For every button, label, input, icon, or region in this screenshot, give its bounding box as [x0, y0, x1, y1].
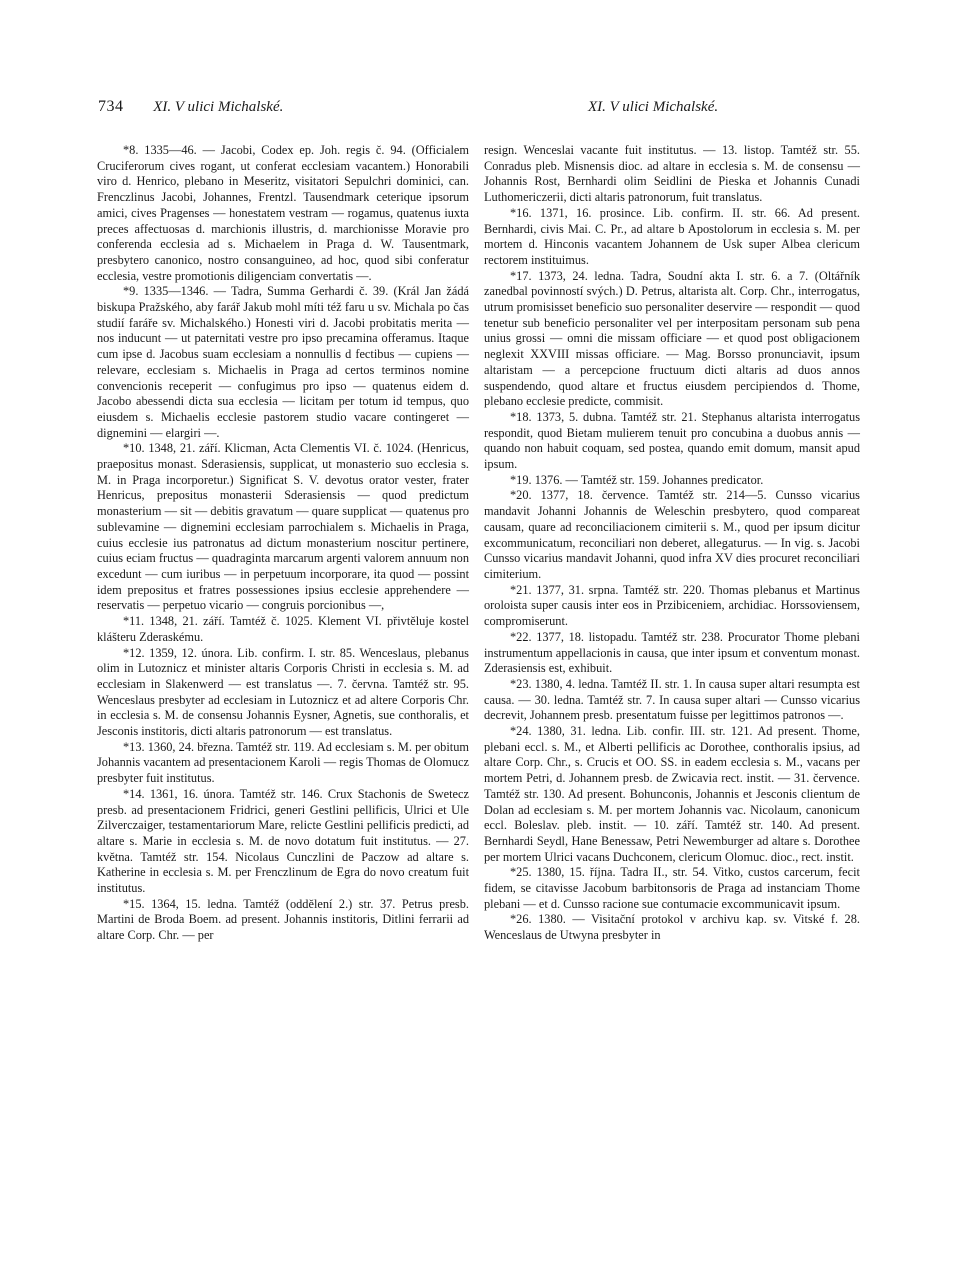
entry-19: *19. 1376. — Tamtéž str. 159. Johannes predicator. [510, 472, 764, 487]
running-title-right: XI. V ulici Michalské. [588, 99, 719, 115]
entry-15: *15. 1364, 15. ledna. Tamtéž (oddělení 2.) str. 37. Petrus presb. Martini de Broda Boem. ad present. Johannis institoris, Ditlini ferrarii ad altare Corp. Chr. — per [97, 896, 469, 943]
entry-12: *12. 1359, 12. února. Lib. confirm. I. str. 85. Wenceslaus, plebanus olim in Lutoznicz et minister altaris Corporis Christi in ecclesia s. M. ad ecclesiam in Slakenwerd — est translatus —. 7. června. Tamtéž str. 95. Wenceslaus presbyter ad ecclesiam in Lutoznicz et ad altere Corporis Chr. in ecclesia s. M. de consensu Johannis Eysner, Agnetis, sue conthoralis, et Jesconis institoris, dicti altaris patronorum — est translatus. [97, 645, 469, 739]
entry-22: *22. 1377, 18. listopadu. Tamtéž str. 238. Procurator Thome plebani instrumentum appellacionis in causa, que inter ipsum et conventum monast. Zderasiensis est, exhibuit. [484, 629, 860, 676]
page-header-right [588, 95, 888, 119]
entry-25: *25. 1380, 15. října. Tadra II., str. 54. Vitko, custos carcerum, fecit fidem, se citavisse Jacobum barbitonsoris de Praga ad instanciam Thome plebani — et d. Cunsso racione sue contumacie excommunicavit ipsum. [484, 865, 860, 911]
entry-15-continued: resign. Wenceslai vacante fuit institutus. — 13. listop. Tamtéž str. 55. Conradus pleb. Misnensis dioc. ad altare in ecclesia s. M. de consensu — Johannis Rost, Bernhardi olim Seidlini de Pieska et Johannis Cunadi Luthomericzerii, dicti altaris patronorum, fuit translatus. [484, 143, 860, 205]
running-title-left: XI. V ulici Michalské. [153, 99, 284, 115]
entry-11: *11. 1348, 21. září. Tamtéž č. 1025. Klement VI. přivtěluje kostel klášteru Zderaskému. [97, 614, 469, 644]
left-text-column [97, 143, 469, 944]
entry-21: *21. 1377, 31. srpna. Tamtéž str. 220. Thomas plebanus et Martinus oroloista super causis inter eos in Przibiceniem, archidiac. Horssoviensem, compromiserunt. [484, 582, 860, 629]
entry-10: *10. 1348, 21. září. Klicman, Acta Clementis VI. č. 1024. (Henricus, praepositus monast. Sderasiensis, supplicat, ut monasterio suo ecclesia s. M. in Praga incorporetur.) Significat S. V. devotus orator vester, frater Henricus, prepositus monasterii Sderasiensis — quod predictum monasterium — sit — debitis gravatum — quare supplicat — quatenus pro sublevamine — dignemini ecclesiam parrochialem s. Michaelis in Praga, cuius ecclesie ius patronatus ad dictum monasterium noscitur pertinere, cuius eciam fructus — quadraginta marcarum argenti valorem annuum non excedunt — cum iuribus — in perpetuum incorporare, ita quod — possint idem prepositus et fratres possessiones ipsius ecclesie apprehendere — reservatis — perpetuo vicario — congruis porcionibus —, [97, 441, 469, 613]
entry-14: *14. 1361, 16. února. Tamtéž str. 146. Crux Stachonis de Swetecz presb. ad presentacionem Fridrici, generi Gestlini pellificis, Ulrici et Ule Zilverczaiger, testamentariorum Mare, relicte Gestlini pellificis predicti, ad altare s. Marie in ecclesia s. M. de novo dotatum fuit institutus. — 27. května. Tamtéž str. 154. Nicolaus Cunczlini de Paczow ad altare s. Katherine in ecclesia s. M. per Frenczlinum de Egra do novo creatum fuit institutus. [97, 786, 469, 896]
entry-17: *17. 1373, 24. ledna. Tadra, Soudní akta I. str. 6. a 7. (Oltářník zanedbal povinností svých.) D. Petrus, altarista alt. Corp. Chr., interrogatus, utrum promisisset beneficio suo personaliter deservire — respondit — quod tenetur sub beneficio personaliter vel per interpositam personam sub pena unius grossi — omni die missam officiare — et quod post obligacionem neglexit XXVIII missas officiare. — Mag. Borsso pronunciavit, ipsum altaristam — a percepcione fructuum dicti altaris ad duos annos suspendendo, quod altare et fructus eiusdem percipiendos d. Thome, plebano ecclesie predicte, commisit. [484, 268, 860, 409]
entry-18: *18. 1373, 5. dubna. Tamtéž str. 21. Stephanus altarista interrogatus respondit, quod Bietam mulierem tenuit pro concubina a duobus annis — quando non habuit coquam, sed postea, quando emit domum, mansit apud ipsum. [484, 409, 860, 472]
entry-24: *24. 1380, 31. ledna. Lib. confir. III. str. 121. Ad present. Thome, plebani eccl. s. M., et Alberti pellificis ac Dorothee, conthoralis ipsius, ad altare Corp. Chr., s. Crucis et OO. SS. in eadem ecclesia s. M., vacans per mortem Petri, d. Johannem presb. de Zwicavia rect. instit. — 31. července. Tamtéž str. 130. Ad present. Bohunconis, Johannis et Jesconis clientum de Dolan ad ecclesiam s. M. per mortem Johannis vac. Nicolaum, canonicum eccl. Boleslav. pleb. instit. — 10. září. Tamtéž str. 140. Ad present. Bernhardi Seydl, Hane Benessaw, Petri Newemburger ad altare s. Dorothee per mortem Ulrici vacans Duchconem, clericum Olomuc. dioc., rect. instit. [484, 724, 860, 864]
page-header-left [98, 95, 478, 119]
entry-13: *13. 1360, 24. března. Tamtéž str. 119. Ad ecclesiam s. M. per obitum Johannis vacantem ad presentacionem Karoli — regis Thomas de Olomucz presbyter fuit institutus. [97, 739, 469, 786]
entry-16: *16. 1371, 16. prosince. Lib. confirm. II. str. 66. Ad present. Bernhardi, civis Mai. C. Pr., ad altare b Apostolorum in ecclesia s. M. per mortem d. Hinconis vacantem Johannem de Usk super Albea clericum rectorem instituimus. [484, 205, 860, 267]
right-text-column [484, 143, 860, 944]
entry-26: *26. 1380. — Visitační protokol v archivu kap. sv. Vitské f. 28. Wenceslaus de Utwyna presbyter in [484, 912, 860, 943]
page-number: 734 [98, 98, 124, 115]
entry-9: *9. 1335—1346. — Tadra, Summa Gerhardi č. 39. (Král Jan žádá biskupa Pražského, aby farář Jakub mohl míti též faru u sv. Michala po čas studií faráře sv. Michalského.) Honesti viri d. Jacobi probitatis merita — nos inducunt — ut paternitati vestre pro ipso precamina offeramus. Itaque cum ipse d. Jacobus suam ecclesiam a nonnullis d fectibus — cupiens — relevare, ecclesiam s. Michaelis in Praga ad certos terminos nomine convencionis receperit — confugimus pro ipso — quatenus eidem d. Jacobo abessendi dicta sua ecclesia — licitam per totum id tempus, quo eiusdem s. Michaelis ecclesie pastorem studio vacare contingeret — dignemini — elargiri —. [97, 284, 469, 440]
entry-23: *23. 1380, 4. ledna. Tamtéž II. str. 1. In causa super altari resumpta est causa. — 30. ledna. Tamtéž str. 7. In causa super altari — Cunsso vicarius decrevit, Johannem presb. presentatum fuisse per legittimos patronos —. [484, 676, 860, 723]
entry-20: *20. 1377, 18. července. Tamtéž str. 214—5. Cunsso vicarius mandavit Johanni Johannis de Weleschin presbytero, quod compareat causam, quare ad reconciliacionem cimiterii s. M., quod per ipsum dicitur excommunicatum, reconciliari non deberet, allegaturus. — In vig. s. Jacobi Cunsso vicarius mandavit Johanni, quod infra XV dies procuret reconciliari cimiterium. [484, 488, 860, 581]
entry-8: *8. 1335—46. — Jacobi, Codex ep. Joh. regis č. 94. (Officialem Cruciferorum cives rogant, ut conferat ecclesiam vacantem.) Honorabili viro d. Henrico, plebano in Meseritz, visitatori Sepulchri dominici, can. Frenczlinus Jacobi, Johannes, Frentzl. Tausendmark ceterique ipsorum amici, cives Pragenses — honestatem vestram — rogamus, quatenus iuxta preces affectuosas d. marchionis illustris, d. marchionisse Moravie pro conferenda ecclesia ad s. Michaelem in Praga d. W. Tausentmark, presbytero canonico, nostro consanguineo, ad hoc, quod sibi conferatur ecclesia, vestre promotionis diligenciam convertatis —. [97, 143, 469, 283]
